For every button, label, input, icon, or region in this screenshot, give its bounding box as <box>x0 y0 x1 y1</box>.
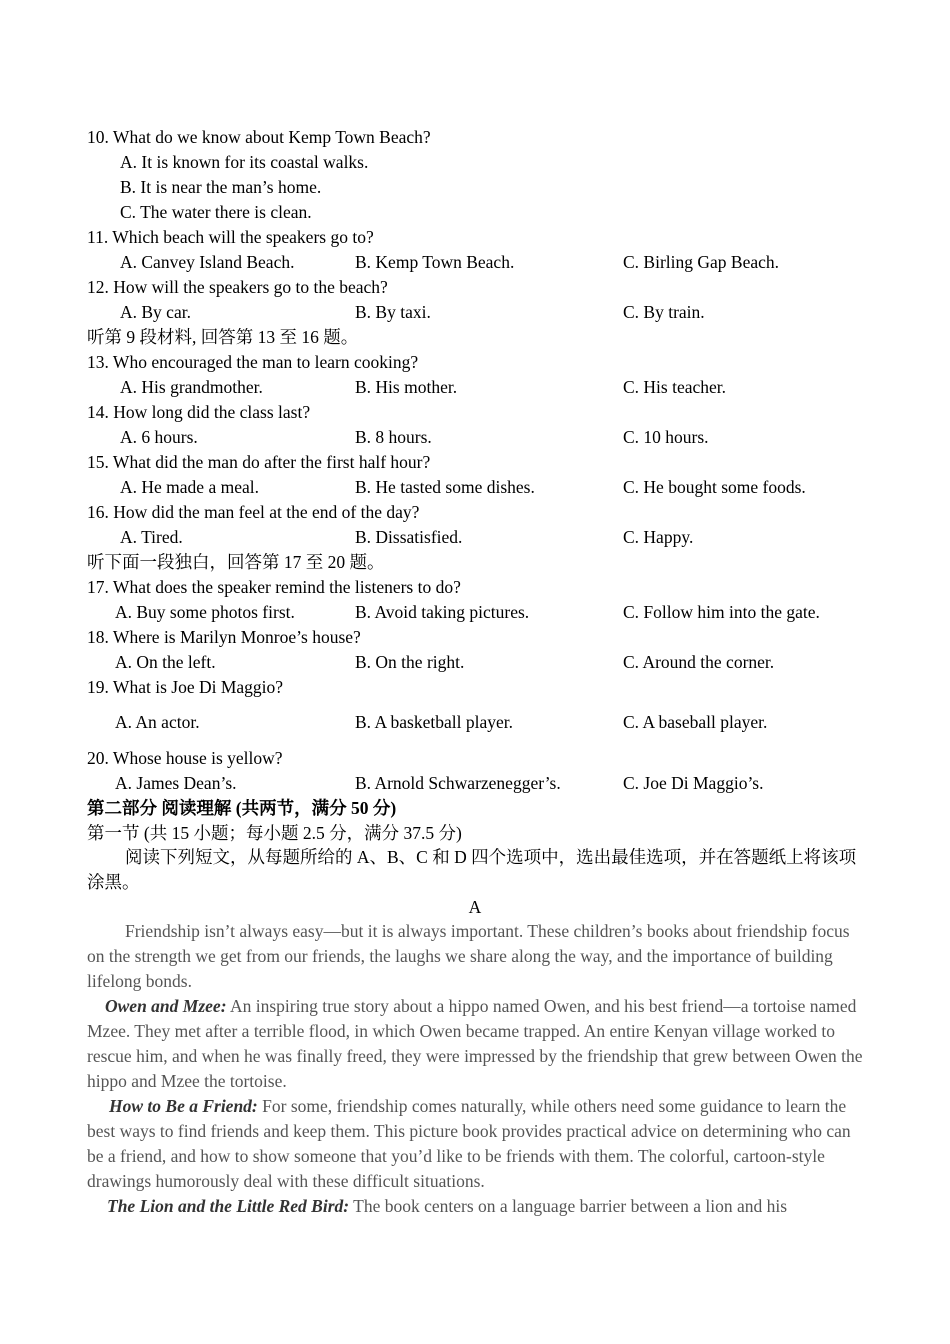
question-15-option-c: C. He bought some foods. <box>623 477 806 497</box>
listening-section-9-instruction: 听第 9 段材料, 回答第 13 至 16 题。 <box>87 327 359 347</box>
book-description: An inspiring true story about a hippo named Owen, and his best friend—a tortoise named Mzee. They met after a terrible flood, in which Owen became trapped. An entire Kenyan village worked to rescue him, and when he was finally freed, they were impressed by the friendship that grew between Owen the hippo and Mzee the tortoise. <box>87 996 863 1091</box>
book-title: Owen and Mzee: <box>105 996 227 1016</box>
part-2-section-1-heading: 第一节 (共 15 小题；每小题 2.5 分，满分 37.5 分) <box>87 823 462 843</box>
passage-intro: Friendship isn’t always easy—but it is always important. These children’s books about friendship focus on the strength we get from our friends, the laughs we share along the way, and the importance of building lifelong bonds. <box>87 921 850 991</box>
question-19-stem: 19. What is Joe Di Maggio? <box>87 677 284 697</box>
question-18-option-a: A. On the left. <box>115 652 216 672</box>
question-20-stem: 20. Whose house is yellow? <box>87 748 283 768</box>
question-11-stem: 11. Which beach will the speakers go to? <box>87 227 374 247</box>
passage-book-owen-and-mzee <box>87 994 865 1094</box>
question-16-option-a: A. Tired. <box>120 527 183 547</box>
question-14-option-a: A. 6 hours. <box>120 427 198 447</box>
question-13-stem: 13. Who encouraged the man to learn cooking? <box>87 352 419 372</box>
question-16-stem: 16. How did the man feel at the end of the day? <box>87 502 420 522</box>
question-10-option-b: B. It is near the man’s home. <box>120 177 322 197</box>
question-20-option-c: C. Joe Di Maggio’s. <box>623 773 764 793</box>
passage-book-lion-and-red-bird <box>87 1194 865 1219</box>
question-10-option-a: A. It is known for its coastal walks. <box>120 152 369 172</box>
question-15-option-b: B. He tasted some dishes. <box>355 477 535 497</box>
question-17-option-a: A. Buy some photos first. <box>115 602 295 622</box>
question-12-stem: 12. How will the speakers go to the beach? <box>87 277 388 297</box>
question-12-option-b: B. By taxi. <box>355 302 431 322</box>
book-description: For some, friendship comes naturally, while others need some guidance to learn the best ways to find friends and keep them. This picture book provides practical advice on determining who can be a friend, and how to show someone that you’d like to be friends with them. The colorful, cartoon-style drawings humorously deal with these difficult situations. <box>87 1096 851 1191</box>
passage-book-how-to-be-a-friend <box>87 1094 865 1194</box>
question-20-option-b: B. Arnold Schwarzenegger’s. <box>355 773 561 793</box>
question-15-stem: 15. What did the man do after the first half hour? <box>87 452 431 472</box>
question-11-option-c: C. Birling Gap Beach. <box>623 252 780 272</box>
question-17-option-b: B. Avoid taking pictures. <box>355 602 530 622</box>
question-13-option-c: C. His teacher. <box>623 377 727 397</box>
question-13-option-b: B. His mother. <box>355 377 458 397</box>
question-19-option-a: A. An actor. <box>115 712 200 732</box>
question-12-option-a: A. By car. <box>120 302 191 322</box>
question-16-option-c: C. Happy. <box>623 527 694 547</box>
question-14-option-b: B. 8 hours. <box>355 427 432 447</box>
book-title: How to Be a Friend: <box>109 1096 258 1116</box>
question-10-stem: 10. What do we know about Kemp Town Beach? <box>87 127 431 147</box>
question-17-option-c: C. Follow him into the gate. <box>623 602 820 622</box>
passage-label: A <box>468 897 482 917</box>
book-description: The book centers on a language barrier between a lion and his <box>349 1196 788 1216</box>
listening-section-10-instruction: 听下面一段独白，回答第 17 至 20 题。 <box>87 552 385 572</box>
question-18-option-c: C. Around the corner. <box>623 652 775 672</box>
reading-instruction: 阅读下列短文，从每题所给的 A、B、C 和 D 四个选项中，选出最佳选项，并在答题纸上将该项涂黑。 <box>87 847 857 892</box>
book-title: The Lion and the Little Red Bird: <box>107 1196 350 1216</box>
part-2-heading: 第二部分 阅读理解 (共两节，满分 50 分) <box>87 798 397 818</box>
question-14-option-c: C. 10 hours. <box>623 427 709 447</box>
question-19-option-b: B. A basketball player. <box>355 712 513 732</box>
question-18-option-b: B. On the right. <box>355 652 465 672</box>
question-20-option-a: A. James Dean’s. <box>115 773 237 793</box>
question-13-option-a: A. His grandmother. <box>120 377 263 397</box>
question-14-stem: 14. How long did the class last? <box>87 402 311 422</box>
question-18-stem: 18. Where is Marilyn Monroe’s house? <box>87 627 361 647</box>
question-17-stem: 17. What does the speaker remind the listeners to do? <box>87 577 461 597</box>
question-11-option-a: A. Canvey Island Beach. <box>120 252 295 272</box>
question-15-option-a: A. He made a meal. <box>120 477 259 497</box>
question-11-option-b: B. Kemp Town Beach. <box>355 252 515 272</box>
question-10-option-c: C. The water there is clean. <box>120 202 312 222</box>
question-16-option-b: B. Dissatisfied. <box>355 527 463 547</box>
question-12-option-c: C. By train. <box>623 302 705 322</box>
question-19-option-c: C. A baseball player. <box>623 712 768 732</box>
